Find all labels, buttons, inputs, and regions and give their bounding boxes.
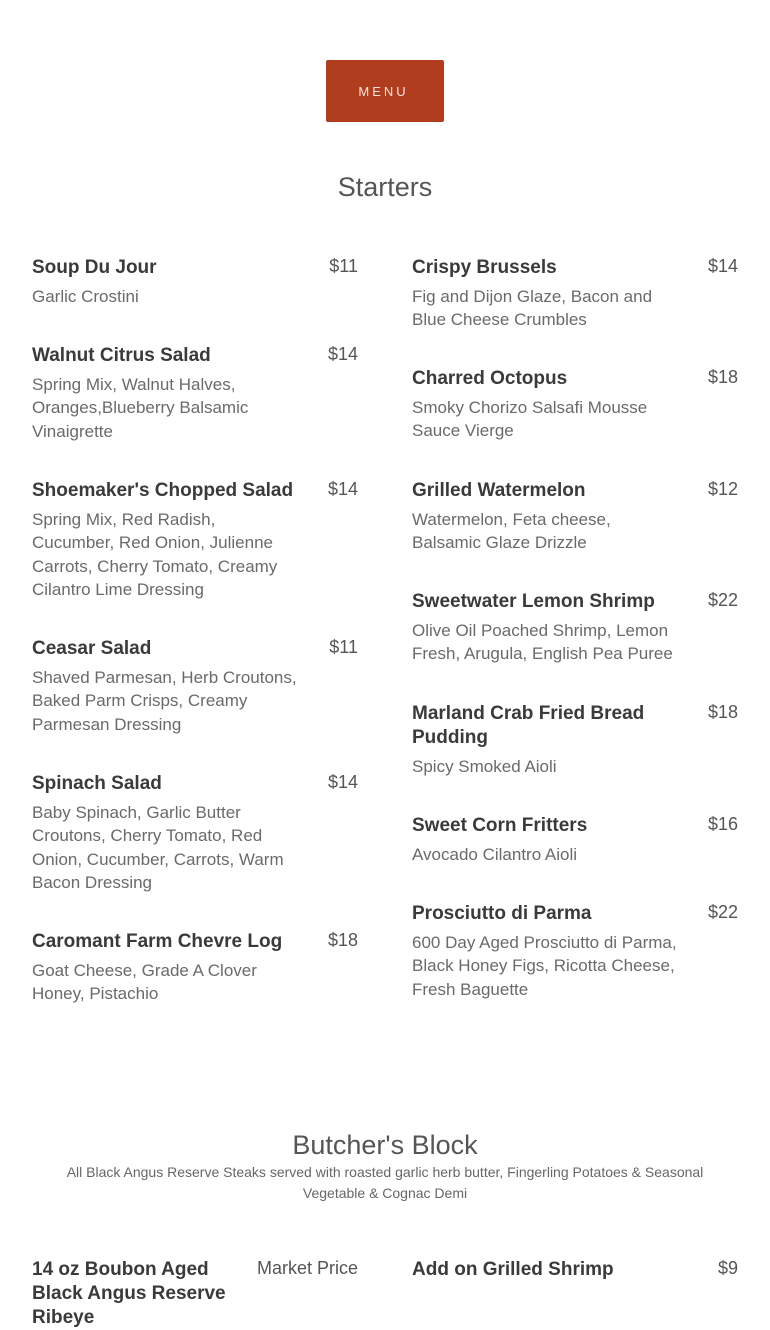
item-price: $9 (717, 1258, 738, 1278)
item-description: Garlic Crostini (32, 287, 139, 306)
item-description: Shaved Parmesan, Herb Croutons, Baked Parm Crisps, Creamy Parmesan Dressing (32, 668, 297, 734)
item-description: Spring Mix, Walnut Halves, Oranges,Blueberry Balsamic Vinaigrette (32, 375, 249, 441)
item-name: Prosciutto di Parma (412, 903, 592, 924)
menu-item (32, 637, 358, 736)
menu-item (412, 902, 738, 1001)
item-name: Shoemaker's Chopped Salad (32, 480, 294, 501)
menu-item (412, 814, 738, 866)
menu-item (32, 1258, 358, 1330)
item-price: $11 (329, 256, 358, 276)
item-name: Grilled Watermelon (412, 480, 586, 501)
menu-item (412, 367, 738, 443)
item-description: 600 Day Aged Prosciutto di Parma, Black Honey Figs, Ricotta Cheese, Fresh Baguette (412, 933, 677, 999)
item-description: Spring Mix, Red Radish, Cucumber, Red Onion, Julienne Carrots, Cherry Tomato, Creamy Cilantro Lime Dressing (32, 510, 278, 599)
menu-item (32, 930, 358, 1006)
menu-item (32, 256, 358, 308)
item-price: $18 (327, 930, 358, 950)
menu-item (412, 590, 738, 666)
menu-item (412, 479, 738, 555)
menu-item (412, 702, 738, 778)
item-price: $18 (707, 367, 738, 387)
item-price: $14 (327, 344, 358, 364)
item-price: $14 (327, 772, 358, 792)
menu-item (32, 344, 358, 443)
item-price: $22 (707, 590, 738, 610)
item-name: Marland Crab Fried Bread Pudding (412, 703, 645, 748)
item-name: Soup Du Jour (32, 257, 157, 278)
menu-item (32, 772, 358, 894)
item-name: Walnut Citrus Salad (32, 345, 211, 366)
item-name: Sweetwater Lemon Shrimp (412, 591, 655, 612)
item-description: Baby Spinach, Garlic Butter Croutons, Cherry Tomato, Red Onion, Cucumber, Carrots, Warm Bacon Dressing (32, 803, 284, 892)
item-description: Goat Cheese, Grade A Clover Honey, Pistachio (32, 961, 257, 1004)
item-description: Spicy Smoked Aioli (412, 757, 557, 776)
section-title-butchers-block: Butcher's Block (292, 1130, 478, 1160)
item-price: $12 (707, 479, 738, 499)
section-title-starters: Starters (337, 172, 433, 202)
item-name: Crispy Brussels (412, 257, 557, 278)
item-name: Caromant Farm Chevre Log (32, 931, 283, 952)
menu-item (412, 1258, 738, 1282)
item-name: Ceasar Salad (32, 638, 152, 659)
item-name: Charred Octopus (412, 368, 568, 389)
item-description: Olive Oil Poached Shrimp, Lemon Fresh, Arugula, English Pea Puree (412, 621, 673, 664)
item-name: Add on Grilled Shrimp (412, 1259, 614, 1280)
item-price: $22 (707, 902, 738, 922)
item-description: Smoky Chorizo Salsafi Mousse Sauce Vierge (412, 398, 648, 441)
section-subtitle: All Black Angus Reserve Steaks served with roasted garlic herb butter, Fingerling Potatoes & Seasonal Vegetable & Cognac Demi (66, 1164, 704, 1201)
item-price: $16 (707, 814, 738, 834)
item-price: $11 (329, 637, 358, 657)
item-price: Market Price (256, 1258, 358, 1278)
item-price: $14 (327, 479, 358, 499)
item-price: $14 (707, 256, 738, 276)
item-description: Watermelon, Feta cheese, Balsamic Glaze Drizzle (412, 510, 611, 553)
item-name: 14 oz Boubon Aged Black Angus Reserve Ribeye (32, 1259, 226, 1328)
item-description: Fig and Dijon Glaze, Bacon and Blue Cheese Crumbles (412, 287, 653, 330)
menu-item (412, 256, 738, 332)
item-description: Avocado Cilantro Aioli (412, 845, 578, 864)
item-price: $18 (707, 702, 738, 722)
menu-button[interactable]: MENU (326, 60, 444, 122)
item-name: Spinach Salad (32, 773, 162, 794)
item-name: Sweet Corn Fritters (412, 815, 588, 836)
menu-item (32, 479, 358, 601)
